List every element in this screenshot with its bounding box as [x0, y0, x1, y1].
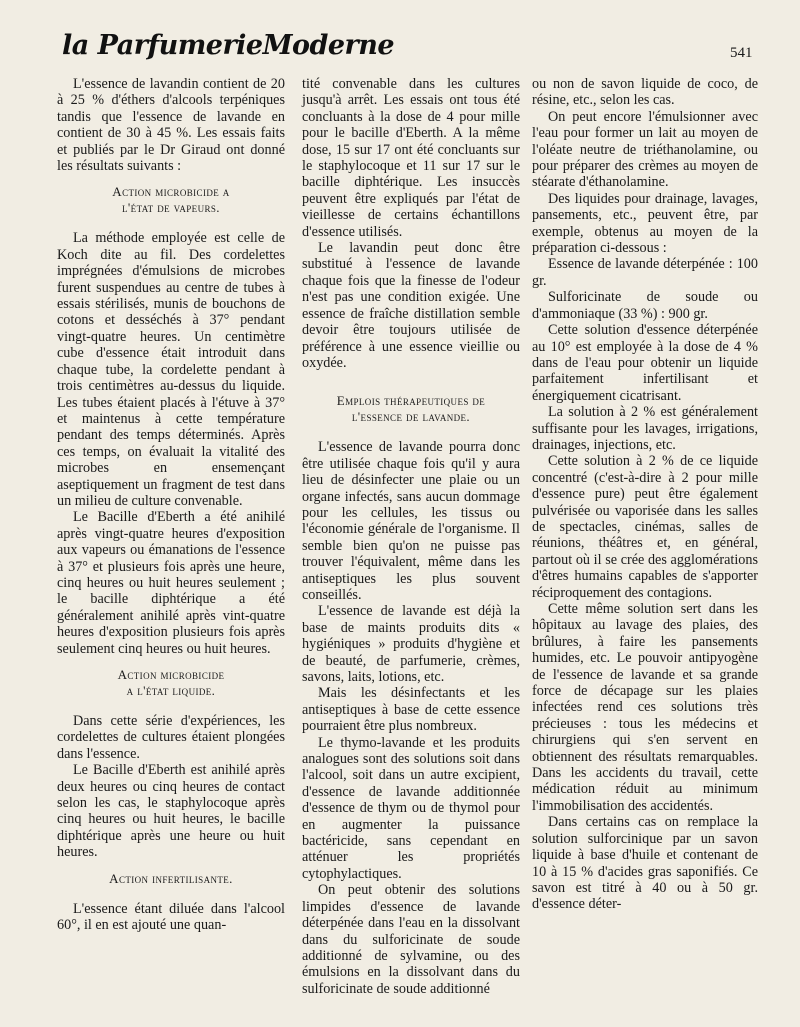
section-heading	[57, 667, 285, 699]
heading-line: Emplois thérapeutiques de	[336, 393, 486, 409]
paragraph: L'essence de lavande pourra donc être utilisée chaque fois qu'il y aura lieu de désinfecter une plaie ou un organe infectés, sans aucun dommage pour les cellules, les tissus ou l'économie générale de l'organisme. Il semble bien qu'on ne puisse pas trouver l'équivalent, même dans les antiseptiques les plus souvent conseillés.	[302, 439, 520, 603]
paragraph: Le Bacille d'Eberth a été anihilé après vingt-quatre heures d'exposition aux vapeurs ou émanations de l'essence à 37° et plusieurs fois après une heure, cinq heures ou huit heures seulement ; le bacille diphtérique a été généralement anihilé après vint-quatre heures d'exposition plusieurs fois après seulement cinq heures ou huit heures.	[57, 509, 285, 657]
heading-line: l'essence de lavande.	[351, 409, 471, 425]
paragraph: Cette solution d'essence déterpénée au 10° est employée à la dose de 4 % dans de l'eau pour obtenir un liquide parfaitement infertilisant et énergiquement cicatrisant.	[532, 322, 758, 404]
paragraph: On peut encore l'émulsionner avec l'eau pour former un lait au moyen de l'oléate neutre de triéthanolamine, ou pour préparer des crèmes au moyen de stéarate d'éthanolamine.	[532, 108, 758, 191]
paragraph: Essence de lavande déterpénée : 100 gr.	[532, 256, 758, 289]
heading-line: Action microbicide a	[112, 184, 230, 200]
paragraph: Sulforicinate de soude ou d'ammoniaque (33 %) : 900 gr.	[532, 289, 758, 322]
paragraph: L'essence étant diluée dans l'alcool 60°, il en est ajouté une quan-	[57, 900, 285, 934]
paragraph: Mais les désinfectants et les antiseptiques à base de cette essence pourraient être plus nombreux.	[302, 685, 520, 735]
paragraph: tité convenable dans les cultures jusqu'à arrêt. Les essais ont tous été concluants à la dose de 4 pour mille pour le bacille d'Eberth. A la même dose, 15 sur 17 ont été concluants sur le staphylocoque et 11 sur 17 sur le bacille diphtérique. Les insuccès peuvent être expliqués par l'état de vieillesse de certains échantillons d'essence utilisés.	[302, 76, 520, 240]
masthead-logo: la ParfumerieModerne	[62, 30, 395, 61]
paragraph: ou non de savon liquide de coco, de résine, etc., selon les cas.	[532, 76, 758, 109]
paragraph: Cette même solution sert dans les hôpitaux au lavage des plaies, des brûlures, à faire les pansements humides, etc. Le pouvoir antipyogène de l'essence de lavande et sa grande force de décapage sur les plaies infectées rend ces solutions très précieuses : tous les médecins et chirurgiens qui s'en servent en obtiennent des résultats remarquables. Dans les accidents du travail, cette médication réduit au minimum l'immobilisation des accidentés.	[532, 601, 758, 814]
column-1	[57, 76, 285, 933]
paragraph: Le Bacille d'Eberth est anihilé après deux heures ou cinq heures de contact selon les cas, le staphylocoque après cinq heures ou huit heures, le bacille diphtérique après une heure ou huit heures.	[57, 762, 285, 861]
heading-line: l'état de vapeurs.	[122, 200, 220, 216]
column-3	[532, 76, 758, 913]
heading-line: Action microbicide	[117, 667, 225, 682]
paragraph: Cette solution à 2 % de ce liquide concentré (c'est-à-dire à 2 pour mille d'essence pure) peut être également pulvérisée ou vaporisée dans les salles de spectacles, cinémas, salles de réunions, théâtres et, en général, partout où il se crée des agglomérations d'êtres humains capables de s'apporter réciproquement des contagions.	[532, 453, 758, 601]
heading-line: Action infertilisante.	[109, 870, 233, 886]
paragraph: Le lavandin peut donc être substitué à l'essence de lavande chaque fois que la finesse de l'odeur n'est pas une condition exigée. Une essence de fraîche distillation semble devoir être toujours utilisée de préférence à une essence vieillie ou oxydée.	[302, 240, 520, 371]
paragraph: La méthode employée est celle de Koch dite au fil. Des cordelettes imprégnées d'émulsions de microbes furent suspendues au centre de tubes à essais stérilisés, munis de bouchons de cotons et desséchés à 37° pendant vingt-quatre heures. Un centimètre cube d'essence était introduit dans chaque tube, la cordelette pendant à trois centimètres au-dessus du liquide. Les tubes étaient placés à l'étuve à 37° et maintenus à cette température pendant des temps déterminés. Après ces temps, on évaluait la vitalité des microbes en ensemençant aseptiquement un fragment de test dans un milieu de culture convenable.	[57, 230, 285, 509]
heading-line: a l'état liquide.	[126, 683, 216, 698]
section-heading	[57, 871, 285, 887]
paragraph: Dans cette série d'expériences, les cordelettes de cultures étaient plongées dans l'essence.	[57, 713, 285, 762]
section-heading	[57, 184, 285, 216]
paragraph: L'essence de lavande est déjà la base de maints produits dits « hygiéniques » produits d'hygiène et de beauté, de parfumerie, crèmes, savons, laits, lotions, etc.	[302, 603, 520, 685]
paragraph: Des liquides pour drainage, lavages, pansements, etc., peuvent être, par exemple, obtenus au moyen de la préparation ci-dessous :	[532, 190, 758, 257]
section-heading	[302, 393, 520, 425]
paragraph: Dans certains cas on remplace la solution sulforcinique par un savon liquide à base d'huile et contenant de 10 à 15 % d'acides gras saponifiés. Ce savon est titré à 40 ou à 50 gr. d'essence déter-	[532, 814, 758, 913]
paragraph: On peut obtenir des solutions limpides d'essence de lavande déterpénée dans l'eau en la dissolvant dans du sulforicinate de soude additionné de sylvamine, ou des émulsions en la dissolvant dans du sulforicinate de soude additionné	[302, 882, 520, 997]
paragraph: La solution à 2 % est généralement suffisante pour les lavages, irrigations, drainages, injections, etc.	[532, 404, 758, 453]
column-2	[302, 76, 520, 997]
paragraph: Le thymo-lavande et les produits analogues sont des solutions soit dans l'alcool, soit dans un autre excipient, d'essence de lavande additionnée d'essence de thym ou de thymol pour en augmenter la puissance bactéricide, sans cependant en atténuer les propriétés cytophylactiques.	[302, 734, 520, 882]
paragraph: L'essence de lavandin contient de 20 à 25 % d'éthers d'alcools terpéniques tandis que l'essence de lavande en contient de 30 à 45 %. Les essais faits et publiés par le Dr Giraud ont donné les résultats suivants :	[57, 76, 285, 175]
page-number: 541	[730, 45, 753, 61]
